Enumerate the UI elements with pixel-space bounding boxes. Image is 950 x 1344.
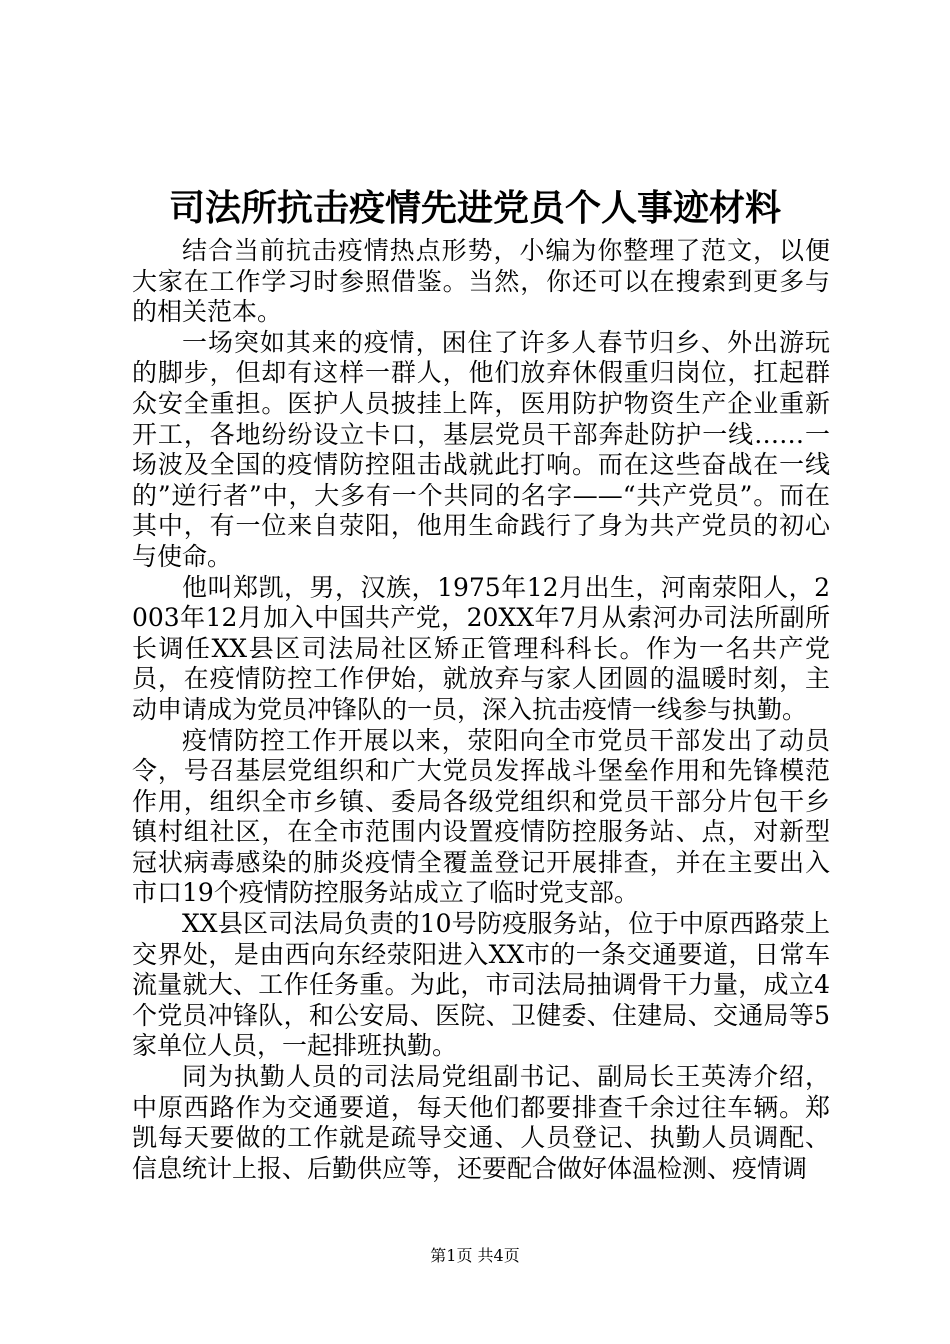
page-number-footer: 第1页 共4页 [430, 1246, 520, 1265]
paragraph-outbreak: 一场突如其来的疫情，困住了许多人春节归乡、外出游玩的脚步，但却有这样一群人，他们放弃休假重归岗位，扛起群众安全重担。医护人员披挂上阵，医用防护物资生产企业重新开工，各地纷纷设立卡口，基层党员干部奔赴防护一线……一场波及全国的疫情防控阻击战就此打响。而在这些奋战在一线的”逆行者”中，大多有一个共同的名字——“共产党员”。而在其中，有一位来自荥阳，他用生命践行了身为共产党员的初心与使命。 [132, 327, 830, 571]
paragraph-station: XX县区司法局负责的10号防疫服务站，位于中原西路荥上交界处，是由西向东经荥阳进入XX市的一条交通要道，日常车流量就大、工作任务重。为此，市司法局抽调骨干力量，成立4个党员冲锋队，和公安局、医院、卫健委、住建局、交通局等5家单位人员，一起排班执勤。 [132, 909, 830, 1061]
paragraph-intro: 结合当前抗击疫情热点形势，小编为你整理了范文，以便大家在工作学习时参照借鉴。当然，你还可以在搜索到更多与的相关范本。 [132, 236, 830, 327]
paragraph-duties: 同为执勤人员的司法局党组副书记、副局长王英涛介绍，中原西路作为交通要道，每天他们都要排查千余过往车辆。郑凯每天要做的工作就是疏导交通、人员登记、执勤人员调配、信息统计上报、后勤供应等，还要配合做好体温检测、疫情调 [132, 1062, 830, 1183]
document-title: 司法所抗击疫情先进党员个人事迹材料 [168, 188, 781, 229]
paragraph-profile: 他叫郑凯，男，汉族，1975年12月出生，河南荥阳人，2003年12月加入中国共产党，20XX年7月从索河办司法所副所长调任XX县区司法局社区矫正管理科科长。作为一名共产党员，在疫情防控工作伊始，就放弃与家人团圆的温暖时刻，主动申请成为党员冲锋队的一员，深入抗击疫情一线参与执勤。 [132, 572, 830, 724]
document-body [132, 236, 830, 1184]
paragraph-mobilization: 疫情防控工作开展以来，荥阳向全市党员干部发出了动员令，号召基层党组织和广大党员发挥战斗堡垒作用和先锋模范作用，组织全市乡镇、委局各级党组织和党员干部分片包干乡镇村组社区，在全市范围内设置疫情防控服务站、点，对新型冠状病毒感染的肺炎疫情全覆盖登记开展排查，并在主要出入市口19个疫情防控服务站成立了临时党支部。 [132, 725, 830, 908]
